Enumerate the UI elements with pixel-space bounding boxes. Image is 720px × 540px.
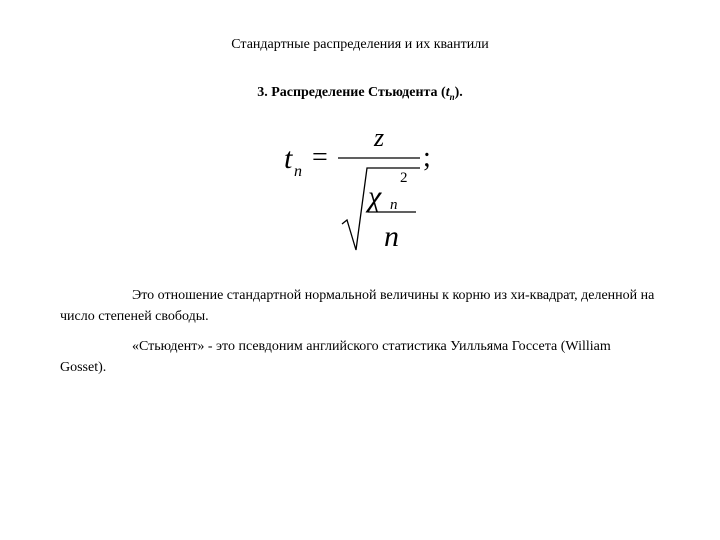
formula-lhs-sub: n — [294, 163, 302, 180]
formula-equals: = — [312, 142, 328, 173]
formula-lhs: t — [284, 142, 293, 175]
section-title-prefix: 3. Распределение Стьюдента ( — [257, 85, 446, 100]
formula-semicolon: ; — [423, 142, 431, 173]
formula-chi: χ — [368, 180, 382, 213]
paragraph-definition: Это отношение стандартной нормальной величины к корню из хи-квадрат, деленной на число степеней свободы. — [60, 288, 655, 324]
formula-numerator: z — [374, 123, 385, 152]
formula-svg — [270, 118, 450, 258]
page-header: Стандартные распределения и их квантили — [231, 37, 489, 52]
formula-chi-sub: n — [390, 197, 398, 213]
paragraph-student-origin: «Стьюдент» - это псевдоним английского статистика Уилльяма Госсета (William Gosset). — [60, 339, 611, 375]
section-title-sub: n — [449, 91, 455, 102]
section-title-suffix: ). — [454, 85, 463, 100]
section-title — [0, 84, 720, 106]
formula-denominator: n — [384, 220, 399, 253]
student-t-formula — [270, 118, 450, 258]
section-title-var: t — [445, 85, 450, 100]
formula-chi-sup: 2 — [400, 170, 408, 186]
